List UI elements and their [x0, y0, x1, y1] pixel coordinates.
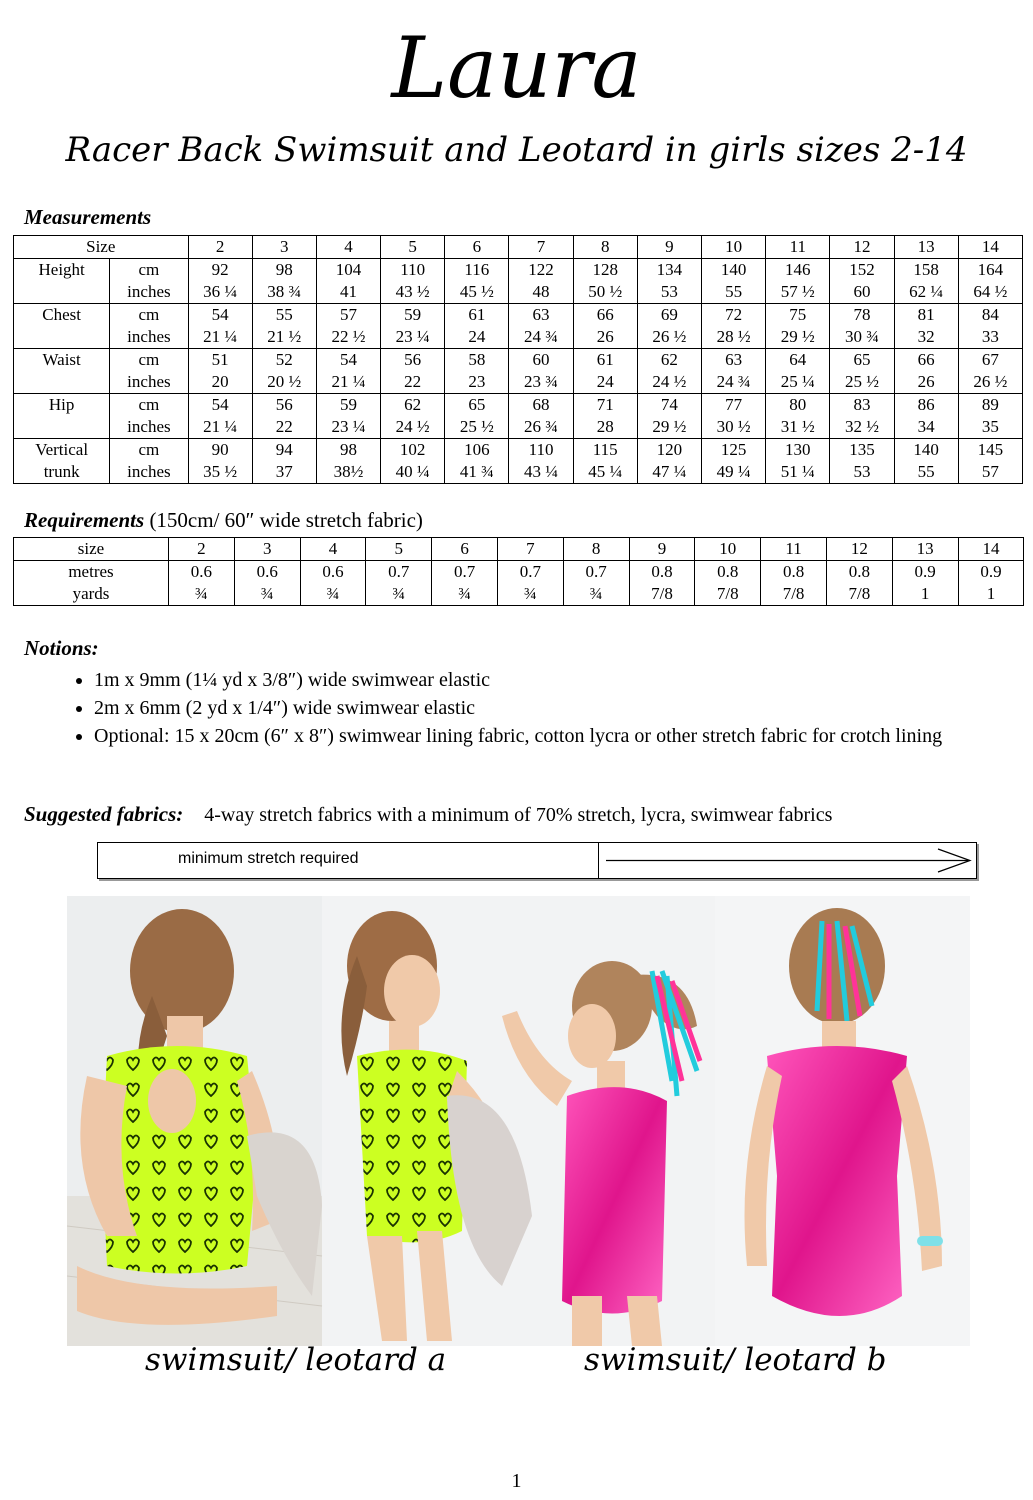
page-subtitle: Racer Back Swimsuit and Leotard in girls sizes 2-14 [65, 130, 968, 170]
size-cell: 11 [761, 538, 827, 561]
unit-cell: cm inches [110, 439, 188, 484]
value-cell: 94 37 [252, 439, 316, 484]
notion-item: • 1m x 9mm (1¼ yd x 3/8″) wide swimwear elastic [94, 666, 1014, 694]
size-cell: 12 [830, 236, 894, 259]
value-cell: 59 23 ¼ [316, 394, 380, 439]
size-cell: 9 [629, 538, 695, 561]
value-cell: 125 49 ¼ [702, 439, 766, 484]
value-cell: 66 26 [573, 304, 637, 349]
notions-heading: Notions: [24, 636, 99, 660]
value-cell: 71 28 [573, 394, 637, 439]
value-cell: 80 31 ½ [766, 394, 830, 439]
table-row [14, 561, 1024, 606]
value-cell: 0.8 7/8 [761, 561, 827, 606]
table-row [14, 304, 1023, 349]
value-cell: 0.7 ¾ [432, 561, 498, 606]
table-row [14, 439, 1023, 484]
requirements-note: (150cm/ 60″ wide stretch fabric) [149, 508, 423, 532]
value-cell: 104 41 [316, 259, 380, 304]
value-cell: 86 34 [894, 394, 958, 439]
value-cell: 140 55 [894, 439, 958, 484]
notion-item: • 2m x 6mm (2 yd x 1/4″) wide swimwear elastic [94, 694, 1014, 722]
caption-a: swimsuit/ leotard a [145, 1342, 447, 1378]
suggested-fabrics-label: Suggested fabrics: [24, 802, 184, 826]
table-row [14, 349, 1023, 394]
page-number: 1 [511, 1470, 522, 1492]
value-cell: 0.9 1 [892, 561, 958, 606]
unit-cell: cm inches [110, 304, 188, 349]
value-cell: 54 21 ¼ [316, 349, 380, 394]
value-cell: 0.8 7/8 [629, 561, 695, 606]
value-cell: 52 20 ½ [252, 349, 316, 394]
value-cell: 128 50 ½ [573, 259, 637, 304]
size-cell: 10 [695, 538, 761, 561]
value-cell: 158 62 ¼ [894, 259, 958, 304]
unit-cell: cm inches [110, 394, 188, 439]
caption-b: swimsuit/ leotard b [584, 1342, 887, 1378]
value-cell: 58 23 [445, 349, 509, 394]
value-cell: 63 24 ¾ [702, 349, 766, 394]
size-cell: 2 [188, 236, 252, 259]
size-cell: 6 [432, 538, 498, 561]
value-cell: 67 26 ½ [958, 349, 1022, 394]
value-cell: 0.8 7/8 [695, 561, 761, 606]
value-cell: 152 60 [830, 259, 894, 304]
value-cell: 0.6 ¾ [169, 561, 235, 606]
value-cell: 164 64 ½ [958, 259, 1022, 304]
size-header: size [14, 538, 169, 561]
unit-cell: metres yards [14, 561, 169, 606]
value-cell: 62 24 ½ [637, 349, 701, 394]
value-cell: 0.6 ¾ [300, 561, 366, 606]
measurements-heading: Measurements [24, 205, 152, 229]
size-cell: 8 [563, 538, 629, 561]
value-cell: 77 30 ½ [702, 394, 766, 439]
value-cell: 65 25 ½ [445, 394, 509, 439]
value-cell: 89 35 [958, 394, 1022, 439]
page-title: Laura [391, 19, 642, 117]
table-row [14, 259, 1023, 304]
size-cell: 7 [509, 236, 573, 259]
requirements-heading [24, 508, 423, 533]
size-cell: 8 [573, 236, 637, 259]
unit-cell: cm inches [110, 349, 188, 394]
value-cell: 59 23 ¼ [381, 304, 445, 349]
value-cell: 110 43 ½ [381, 259, 445, 304]
size-cell: 4 [300, 538, 366, 561]
value-cell: 0.7 ¾ [563, 561, 629, 606]
size-cell: 14 [958, 538, 1024, 561]
value-cell: 63 24 ¾ [509, 304, 573, 349]
measurement-name: Height [14, 259, 110, 304]
value-cell: 60 23 ¾ [509, 349, 573, 394]
value-cell: 54 21 ¼ [188, 394, 252, 439]
value-cell: 106 41 ¾ [445, 439, 509, 484]
value-cell: 56 22 [381, 349, 445, 394]
value-cell: 83 32 ½ [830, 394, 894, 439]
unit-cell: cm inches [110, 259, 188, 304]
value-cell: 68 26 ¾ [509, 394, 573, 439]
size-cell: 5 [366, 538, 432, 561]
value-cell: 72 28 ½ [702, 304, 766, 349]
value-cell: 57 22 ½ [316, 304, 380, 349]
size-cell: 9 [637, 236, 701, 259]
value-cell: 130 51 ¼ [766, 439, 830, 484]
size-cell: 2 [169, 538, 235, 561]
value-cell: 134 53 [637, 259, 701, 304]
value-cell: 98 38 ¾ [252, 259, 316, 304]
size-cell: 14 [958, 236, 1022, 259]
value-cell: 61 24 [573, 349, 637, 394]
stretch-arrow-icon [598, 843, 976, 878]
value-cell: 54 21 ¼ [188, 304, 252, 349]
table-row [14, 236, 1023, 259]
value-cell: 78 30 ¾ [830, 304, 894, 349]
suggested-fabrics [24, 802, 832, 827]
size-cell: 5 [381, 236, 445, 259]
stretch-guide [97, 842, 977, 879]
value-cell: 61 24 [445, 304, 509, 349]
size-cell: 6 [445, 236, 509, 259]
measurement-name: Chest [14, 304, 110, 349]
value-cell: 65 25 ½ [830, 349, 894, 394]
size-cell: 12 [826, 538, 892, 561]
value-cell: 66 26 [894, 349, 958, 394]
value-cell: 140 55 [702, 259, 766, 304]
size-cell: 3 [234, 538, 300, 561]
value-cell: 56 22 [252, 394, 316, 439]
value-cell: 146 57 ½ [766, 259, 830, 304]
value-cell: 90 35 ½ [188, 439, 252, 484]
value-cell: 0.6 ¾ [234, 561, 300, 606]
value-cell: 62 24 ½ [381, 394, 445, 439]
value-cell: 84 33 [958, 304, 1022, 349]
size-cell: 7 [497, 538, 563, 561]
value-cell: 92 36 ¼ [188, 259, 252, 304]
value-cell: 51 20 [188, 349, 252, 394]
measurement-name: Hip [14, 394, 110, 439]
requirements-title: Requirements [24, 508, 145, 532]
value-cell: 120 47 ¼ [637, 439, 701, 484]
value-cell: 116 45 ½ [445, 259, 509, 304]
value-cell: 0.8 7/8 [826, 561, 892, 606]
stretch-guide-label: minimum stretch required [178, 850, 359, 867]
size-cell: 10 [702, 236, 766, 259]
value-cell: 110 43 ¼ [509, 439, 573, 484]
value-cell: 102 40 ¼ [381, 439, 445, 484]
notions-section [24, 634, 1014, 750]
value-cell: 0.7 ¾ [497, 561, 563, 606]
size-cell: 4 [316, 236, 380, 259]
swimsuit-photo-illustration [67, 896, 970, 1346]
size-cell: 13 [892, 538, 958, 561]
notion-item: • Optional: 15 x 20cm (6″ x 8″) swimwear lining fabric, cotton lycra or other stretch fabric for crotch lining [94, 722, 1014, 750]
value-cell: 55 21 ½ [252, 304, 316, 349]
swimsuit-photos [67, 896, 970, 1346]
suggested-fabrics-text: 4-way stretch fabrics with a minimum of 70% stretch, lycra, swimwear fabrics [204, 804, 833, 826]
value-cell: 81 32 [894, 304, 958, 349]
value-cell: 145 57 [958, 439, 1022, 484]
size-cell: 11 [766, 236, 830, 259]
value-cell: 0.9 1 [958, 561, 1024, 606]
value-cell: 74 29 ½ [637, 394, 701, 439]
size-header: Size [14, 236, 189, 259]
value-cell: 64 25 ¼ [766, 349, 830, 394]
value-cell: 115 45 ¼ [573, 439, 637, 484]
table-row [14, 538, 1024, 561]
measurement-name: Vertical trunk [14, 439, 110, 484]
table-row [14, 394, 1023, 439]
measurement-name: Waist [14, 349, 110, 394]
notions-list [24, 666, 1014, 750]
value-cell: 75 29 ½ [766, 304, 830, 349]
value-cell: 122 48 [509, 259, 573, 304]
size-cell: 13 [894, 236, 958, 259]
value-cell: 0.7 ¾ [366, 561, 432, 606]
value-cell: 69 26 ½ [637, 304, 701, 349]
measurements-table [13, 235, 1023, 484]
value-cell: 135 53 [830, 439, 894, 484]
requirements-table [13, 537, 1024, 606]
size-cell: 3 [252, 236, 316, 259]
value-cell: 98 38½ [316, 439, 380, 484]
